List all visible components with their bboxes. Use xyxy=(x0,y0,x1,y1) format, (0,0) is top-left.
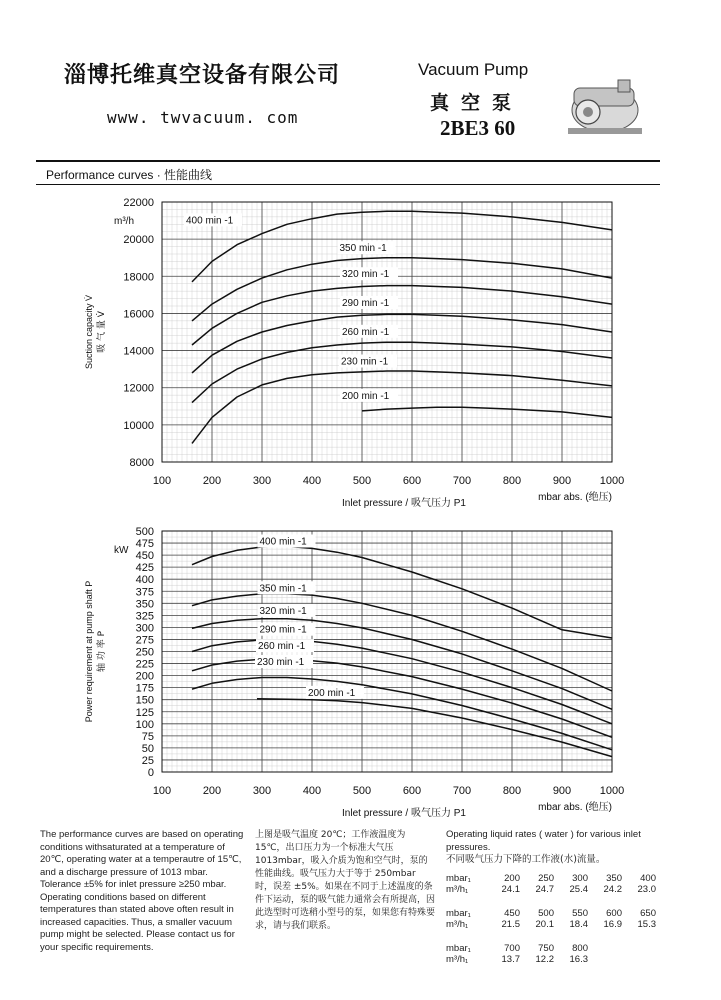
row-label: mbar₁ xyxy=(446,943,471,954)
series-label: 400 min -1 xyxy=(259,536,307,548)
table-cell: 400 xyxy=(640,873,656,884)
liquid-rates-title-cn: 不同吸气压力下降的工作液(水)流量。 xyxy=(446,854,606,865)
section-title: Performance curves · 性能曲线 xyxy=(46,168,213,182)
table-cell: 12.2 xyxy=(535,954,554,965)
row-label: m³/h₁ xyxy=(446,884,469,895)
x-tick-label: 900 xyxy=(552,785,572,797)
note-chinese: 上图是吸气温度 20℃；工作液温度为 15℃，出口压力为一个标准大气压 1013mbar，吸入介质为饱和空气时，泵的性能曲线。吸气压力大于等于 250mbar 时，误差 ±5%。如果在不同于上述温度的条件下运动，泵的吸气能力通常会有所提高，因此选型时可选稍小型号的泵，如果您有特殊要求，请与我们联系。 xyxy=(255,830,436,931)
y-tick-label: 300 xyxy=(135,622,154,635)
y-tick-label: 275 xyxy=(135,634,154,647)
table-cell: 18.4 xyxy=(569,919,588,930)
x-tick-label: 1000 xyxy=(599,785,625,797)
y-tick-label: 200 xyxy=(135,670,154,683)
website-link[interactable]: www. twvacuum. com xyxy=(107,108,299,127)
y-axis-label-cn: 轴 功 率 P xyxy=(97,630,107,673)
y-tick-label: 10000 xyxy=(123,419,154,432)
y-tick-label: 22000 xyxy=(123,197,154,209)
table-cell: 24.1 xyxy=(501,884,520,895)
y-tick-label: 500 xyxy=(135,526,154,538)
series-label: 230 min -1 xyxy=(341,356,389,368)
x-axis-label: Inlet pressure / 吸气压力 P1 xyxy=(342,808,466,819)
x-tick-label: 300 xyxy=(252,475,272,487)
x-axis-label: Inlet pressure / 吸气压力 P1 xyxy=(342,498,466,509)
liquid-rates-table-1 xyxy=(446,873,660,895)
table-cell: 250 xyxy=(538,873,554,884)
y-tick-label: 400 xyxy=(135,574,154,587)
y-tick-label: 375 xyxy=(135,586,154,599)
x-tick-label: 300 xyxy=(252,785,272,797)
y-axis-label-cn: 吸 气 量 V̇ xyxy=(97,311,107,353)
table-cell: 450 xyxy=(504,908,520,919)
x-tick-label: 500 xyxy=(352,785,372,797)
series-label: 290 min -1 xyxy=(342,298,390,309)
table-cell: 200 xyxy=(504,873,520,884)
product-name-cn: 真空泵 xyxy=(430,92,524,114)
y-tick-label: 225 xyxy=(135,658,154,671)
y-tick-label: 12000 xyxy=(123,382,154,395)
x-tick-label: 400 xyxy=(302,475,322,487)
series-label: 400 min -1 xyxy=(186,215,234,227)
y-tick-label: 150 xyxy=(135,694,154,707)
y-tick-label: 250 xyxy=(135,646,154,659)
series-label: 200 min -1 xyxy=(342,390,390,402)
series-label: 260 min -1 xyxy=(342,326,390,338)
y-tick-label: 16000 xyxy=(123,308,154,321)
table-cell: 750 xyxy=(538,943,554,954)
liquid-rates-table-3 xyxy=(446,943,592,965)
x-tick-label: 900 xyxy=(552,475,572,487)
y-tick-label: 50 xyxy=(141,742,154,755)
table-cell: 800 xyxy=(572,943,588,954)
table-cell: 21.5 xyxy=(501,919,520,930)
liquid-rates-title-en: Operating liquid rates ( water ) for various inlet pressures. xyxy=(446,829,641,853)
x-tick-label: 100 xyxy=(152,785,172,797)
series-label: 320 min -1 xyxy=(259,605,307,617)
table-cell: 24.2 xyxy=(603,884,622,895)
y-tick-label: 350 xyxy=(135,598,154,611)
table-cell: 350 xyxy=(606,873,622,884)
series-label: 320 min -1 xyxy=(342,269,390,281)
table-cell: 24.7 xyxy=(535,884,554,895)
x-tick-label: 1000 xyxy=(599,475,625,487)
x-tick-label: 200 xyxy=(202,475,222,487)
liquid-rates-table-2 xyxy=(446,908,660,930)
table-cell: 300 xyxy=(572,873,588,884)
table-row xyxy=(446,884,660,895)
y-axis-label: Suction capacity V̇ xyxy=(84,294,94,370)
y-tick-label: 325 xyxy=(135,610,154,623)
y-tick-label: 425 xyxy=(135,562,154,575)
y-tick-label: 100 xyxy=(135,718,154,731)
y-axis-label: Power requirement at pump shaft P xyxy=(84,580,94,723)
row-label: m³/h₁ xyxy=(446,919,469,930)
row-label: mbar₁ xyxy=(446,873,471,884)
liquid-rates-title xyxy=(446,829,666,867)
y-tick-label: 8000 xyxy=(129,457,154,469)
table-row xyxy=(446,873,660,884)
x-tick-label: 800 xyxy=(502,475,522,487)
table-row xyxy=(446,943,592,954)
table-cell: 700 xyxy=(504,943,520,954)
y-tick-label: 25 xyxy=(141,754,154,767)
x-tick-label: 700 xyxy=(452,785,472,797)
x-tick-label: 100 xyxy=(152,475,172,487)
series-label: 260 min -1 xyxy=(258,641,306,653)
product-name-en: Vacuum Pump xyxy=(418,60,529,79)
x-tick-label: 600 xyxy=(402,785,422,797)
y-tick-label: 20000 xyxy=(123,234,154,247)
y-tick-label: 75 xyxy=(141,730,154,743)
y-tick-label: 18000 xyxy=(123,271,154,284)
y-tick-label: 0 xyxy=(147,767,154,779)
note-english: The performance curves are based on operating conditions withsaturated at a temperature of 20℃, operating water at a temperautre of 15℃, and a discharge pressure of 1013 mbar. Tolerance ±5% for inlet pressure ≥250 mbar. Operating conditions based on different temperatures than stated above often result in increased capacities. Thus, a smaller vacuum pump might be selected. Please contact us for your specific requirements. xyxy=(40,829,244,953)
table-cell: 15.3 xyxy=(637,919,656,930)
x-unit-label: mbar abs. (绝压) xyxy=(538,492,612,503)
x-tick-label: 800 xyxy=(502,785,522,797)
table-cell: 16.9 xyxy=(603,919,622,930)
y-tick-label: 125 xyxy=(135,706,154,719)
series-label: 290 min -1 xyxy=(259,624,307,636)
table-cell: 25.4 xyxy=(569,884,588,895)
series-label: 230 min -1 xyxy=(257,656,305,668)
table-cell: 650 xyxy=(640,908,656,919)
table-cell: 20.1 xyxy=(535,919,554,930)
table-cell: 16.3 xyxy=(569,954,588,965)
table-cell: 600 xyxy=(606,908,622,919)
table-row xyxy=(446,954,592,965)
table-cell: 13.7 xyxy=(501,954,520,965)
series-label: 200 min -1 xyxy=(308,687,356,699)
x-unit-label: mbar abs. (绝压) xyxy=(538,802,612,813)
x-tick-label: 500 xyxy=(352,475,372,487)
chart-2 xyxy=(162,531,612,772)
y-tick-label: 450 xyxy=(135,550,154,563)
x-tick-label: 600 xyxy=(402,475,422,487)
y-unit-label: m³/h xyxy=(114,216,134,227)
product-model: 2BE3 60 xyxy=(440,116,516,140)
row-label: m³/h₁ xyxy=(446,954,469,965)
series-label: 350 min -1 xyxy=(259,583,307,595)
y-tick-label: 14000 xyxy=(123,345,154,358)
table-cell: 23.0 xyxy=(637,884,656,895)
company-name: 淄博托维真空设备有限公司 xyxy=(64,63,341,88)
x-tick-label: 400 xyxy=(302,785,322,797)
x-tick-label: 700 xyxy=(452,475,472,487)
series-label: 350 min -1 xyxy=(339,243,387,255)
y-tick-label: 475 xyxy=(135,538,154,551)
table-cell: 550 xyxy=(572,908,588,919)
table-row xyxy=(446,908,660,919)
table-cell: 500 xyxy=(538,908,554,919)
y-unit-label: kW xyxy=(114,545,129,556)
table-row xyxy=(446,919,660,930)
row-label: mbar₁ xyxy=(446,908,471,919)
x-tick-label: 200 xyxy=(202,785,222,797)
y-tick-label: 175 xyxy=(135,682,154,695)
